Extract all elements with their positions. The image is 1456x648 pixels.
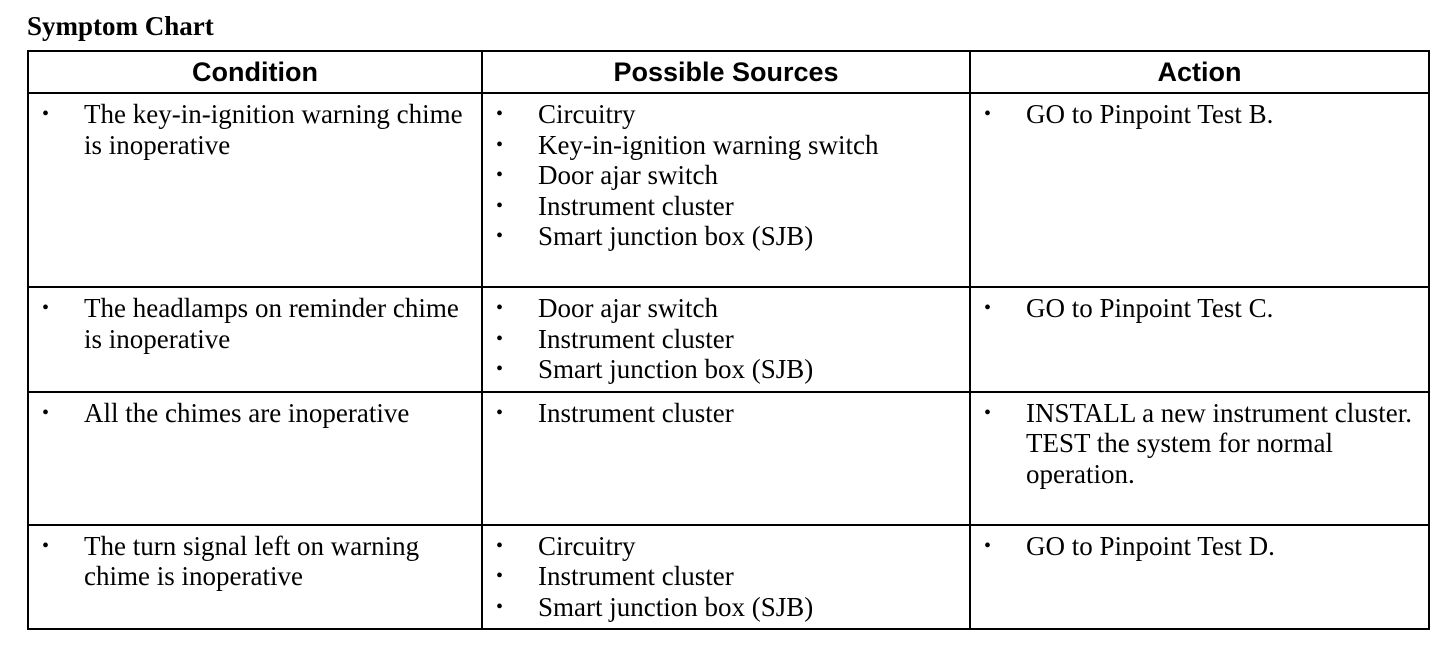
list-item: • Door ajar switch bbox=[483, 293, 961, 324]
action-cell bbox=[970, 93, 1429, 287]
list-item: • Instrument cluster bbox=[483, 561, 961, 592]
header-condition: Condition bbox=[28, 51, 482, 93]
list-item: • GO to Pinpoint Test B. bbox=[971, 99, 1420, 130]
list-item: • Key-in-ignition warning switch bbox=[483, 130, 961, 161]
list-item: • Circuitry bbox=[483, 531, 961, 562]
header-action: Action bbox=[970, 51, 1429, 93]
list-item: • Instrument cluster bbox=[483, 191, 961, 222]
sources-list bbox=[483, 288, 969, 391]
condition-cell bbox=[28, 287, 482, 392]
condition-list bbox=[29, 288, 481, 360]
table-row bbox=[28, 525, 1429, 630]
list-item: • Circuitry bbox=[483, 99, 961, 130]
condition-list bbox=[29, 526, 481, 598]
action-list bbox=[971, 94, 1428, 136]
header-possible-sources: Possible Sources bbox=[482, 51, 970, 93]
list-item: • The turn signal left on warning chime is inoperative bbox=[29, 531, 473, 592]
condition-cell bbox=[28, 93, 482, 287]
sources-list bbox=[483, 94, 969, 258]
condition-cell bbox=[28, 525, 482, 630]
list-item: • GO to Pinpoint Test C. bbox=[971, 293, 1420, 324]
action-list bbox=[971, 288, 1428, 330]
condition-cell bbox=[28, 392, 482, 525]
list-item: • The headlamps on reminder chime is inoperative bbox=[29, 293, 473, 354]
list-item: • Instrument cluster bbox=[483, 398, 961, 429]
table-row bbox=[28, 93, 1429, 287]
sources-cell bbox=[482, 525, 970, 630]
table-header-row bbox=[28, 51, 1429, 93]
list-item: • The key-in-ignition warning chime is inoperative bbox=[29, 99, 473, 160]
action-list bbox=[971, 393, 1428, 496]
sources-list bbox=[483, 526, 969, 629]
symptom-table bbox=[27, 50, 1430, 630]
list-item: • Smart junction box (SJB) bbox=[483, 221, 961, 252]
list-item: • GO to Pinpoint Test D. bbox=[971, 531, 1420, 562]
list-item: • Door ajar switch bbox=[483, 160, 961, 191]
action-cell bbox=[970, 287, 1429, 392]
action-cell bbox=[970, 392, 1429, 525]
sources-cell bbox=[482, 287, 970, 392]
table-row bbox=[28, 392, 1429, 525]
list-item: • All the chimes are inoperative bbox=[29, 398, 473, 429]
sources-cell bbox=[482, 93, 970, 287]
list-item: • Smart junction box (SJB) bbox=[483, 354, 961, 385]
action-list bbox=[971, 526, 1428, 568]
sources-cell bbox=[482, 392, 970, 525]
sources-list bbox=[483, 393, 969, 435]
page-title: Symptom Chart bbox=[27, 11, 214, 41]
table-row bbox=[28, 287, 1429, 392]
list-item: • INSTALL a new instrument cluster. TEST the system for normal operation. bbox=[971, 398, 1420, 490]
list-item: • Instrument cluster bbox=[483, 324, 961, 355]
condition-list bbox=[29, 393, 481, 435]
condition-list bbox=[29, 94, 481, 166]
list-item: • Smart junction box (SJB) bbox=[483, 592, 961, 623]
action-cell bbox=[970, 525, 1429, 630]
